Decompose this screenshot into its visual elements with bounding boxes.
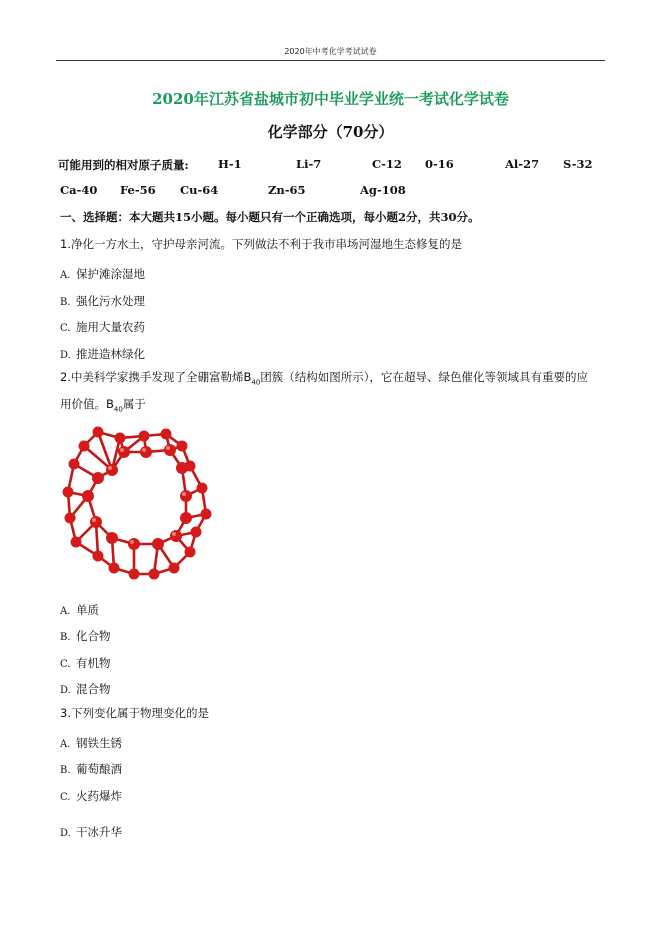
atomic-mass-o: 0-16 (425, 157, 454, 171)
page-header: 2020年中考化学考试试卷 (284, 47, 377, 56)
atomic-mass-ca: Ca-40 (60, 183, 98, 197)
atomic-mass-c: C-12 (372, 157, 402, 171)
atomic-mass-al: Al-27 (505, 157, 540, 171)
atomic-mass-fe: Fe-56 (120, 183, 156, 197)
option-letter: D. (60, 350, 71, 361)
atomic-mass-s: S-32 (563, 157, 593, 171)
q3-option-c (60, 785, 122, 804)
option-text: 有机物 (76, 656, 111, 670)
q2-stem-subscript: 40 (251, 378, 261, 387)
option-text: 单质 (76, 603, 99, 617)
molecule-atoms (63, 427, 212, 580)
b40-molecule-figure (58, 418, 218, 583)
option-letter: C. (60, 659, 71, 670)
atomic-mass-cu: Cu-64 (180, 183, 219, 197)
atomic-mass-zn: Zn-65 (268, 183, 306, 197)
option-letter: B. (60, 765, 71, 776)
atom-highlights (92, 446, 186, 544)
q1-option-b (60, 290, 145, 309)
q1-option-a (60, 263, 145, 282)
q3-option-a (60, 732, 122, 751)
q3-option-b (60, 758, 122, 777)
q2-stem-part: 2.中美科学家携手发现了全硼富勒烯B (60, 370, 252, 384)
option-letter: D. (60, 828, 71, 839)
atomic-mass-li: Li-7 (296, 157, 322, 171)
option-letter: A. (60, 270, 71, 281)
q2-option-d (60, 678, 111, 697)
q2-stem-subscript: 40 (113, 405, 123, 414)
option-text: 施用大量农药 (76, 320, 145, 334)
q1-option-d (60, 343, 145, 362)
option-text: 火药爆炸 (76, 789, 122, 803)
q2-option-c (60, 652, 111, 671)
option-letter: C. (60, 792, 71, 803)
q2-stem-part: 属于 (122, 397, 146, 411)
option-letter: D. (60, 685, 71, 696)
exam-title: 2020年江苏省盐城市初中毕业学业统一考试化学试卷 (152, 90, 509, 108)
option-letter: B. (60, 297, 71, 308)
option-text: 保护滩涂湿地 (76, 267, 145, 281)
question-2-stem-line2 (60, 396, 146, 413)
atomic-mass-h: H-1 (218, 157, 242, 171)
section-heading: 一、选择题：本大题共15小题。每小题只有一个正确选项，每小题2分，共30分。 (60, 210, 480, 224)
option-text: 混合物 (76, 682, 111, 696)
q2-stem-part: 团簇（结构如图所示），它在超导、绿色催化等领域具有重要的应 (260, 370, 589, 384)
option-text: 推进造林绿化 (76, 347, 145, 361)
q1-option-c (60, 316, 145, 335)
option-letter: A. (60, 606, 71, 617)
atomic-mass-label: 可能用到的相对原子质量: (58, 158, 189, 172)
option-text: 干冰升华 (76, 825, 122, 839)
option-text: 化合物 (76, 629, 111, 643)
question-2-stem-line1 (60, 369, 588, 386)
q2-stem-part: 用价值。B (60, 397, 114, 411)
option-text: 强化污水处理 (76, 294, 145, 308)
q3-option-d (60, 821, 122, 840)
question-1-stem: 1.净化一方水土，守护母亲河流。下列做法不利于我市串场河湿地生态修复的是 (60, 237, 462, 251)
header-divider (56, 60, 605, 61)
atomic-mass-ag: Ag-108 (360, 183, 406, 197)
option-letter: A. (60, 739, 71, 750)
option-letter: B. (60, 632, 71, 643)
q2-option-b (60, 625, 111, 644)
question-3-stem: 3.下列变化属于物理变化的是 (60, 706, 209, 720)
exam-subtitle: 化学部分（70分） (267, 123, 394, 141)
q2-option-a (60, 599, 99, 618)
option-text: 钢铁生锈 (76, 736, 122, 750)
option-text: 葡萄酿酒 (76, 762, 122, 776)
option-letter: C. (60, 323, 71, 334)
